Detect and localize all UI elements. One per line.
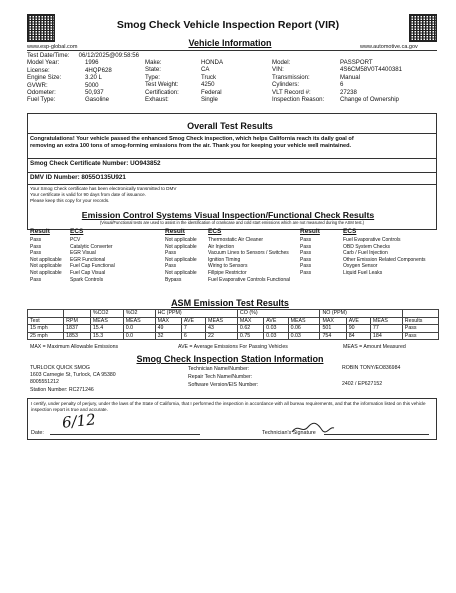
ecs-name: Other Emission Related Components [343,256,426,263]
ecs-name: Ignition Timing [208,256,241,263]
ecs-header-2: ECS [208,228,222,235]
table-cell: 49 [155,325,181,333]
table-cell: AVE [346,317,370,325]
ecs-name: Thermostatic Air Cleaner [208,237,264,243]
table-cell: 184 [370,332,402,340]
ecs-name: Fillpipe Restrictor [208,269,247,276]
ecs-col-2-results [165,237,197,283]
field-value: CA [201,66,210,74]
note-line: Your Smog Check certificate has been electronically transmitted to DMV [30,186,177,191]
legend-meas: MEAS = Amount Measured [343,344,406,350]
dmv-notes [30,186,176,203]
table-cell: MAX [155,317,181,325]
table-cell: 1853 [64,332,91,340]
table-cell: 90 [346,325,370,333]
date-label: Date: [31,430,44,436]
table-cell: 0.03 [264,325,288,333]
field-value: Manual [340,73,360,81]
ecs-name: Fuel Cap Visual [70,269,106,276]
dmv-id-number: DMV ID Number: 8055O135U921 [30,174,126,181]
overall-heading: Overall Test Results [187,121,273,131]
emission-heading: Emission Control Systems Visual Inspection/Functional Check Results [81,210,375,220]
report-title: Smog Check Vehicle Inspection Report (VIR) [116,19,340,31]
vehicle-field [27,74,139,81]
table-cell: 0.75 [237,332,263,340]
table-cell: 0.06 [288,325,320,333]
left-url: www.esp-global.com [27,44,78,50]
ecs-col-3-names [343,237,426,277]
ecs-name: Carb / Fuel Injection [343,250,388,257]
field-label: Make: [145,59,162,66]
table-cell: 1837 [64,325,91,333]
ecs-name: Fuel Evaporative Controls Functional [208,276,290,283]
right-url: www.automotive.ca.gov [360,44,418,50]
field-label: Transmission: [272,73,310,81]
table-cell: 77 [370,325,402,333]
station-number: Station Number: RC271246 [30,386,94,393]
field-label: Cylinders: [272,81,300,89]
technician-labels [188,365,258,389]
vehicle-col-3 [272,59,442,103]
field-value: Single [201,96,218,104]
ecs-name: Liquid Fuel Leaks [343,269,383,276]
qr-code-left-icon [27,14,55,42]
asm-table-wrap [27,309,439,340]
table-cell: 0.0 [123,325,155,333]
field-label: Model: [272,59,291,66]
vehicle-field [272,59,442,66]
software-value: 2402 / EP627152 [342,381,383,387]
asm-group-cell: NO (PPM) [320,310,402,318]
ecs-name: Spark Controls [70,276,104,283]
asm-group-cell: CO (%) [237,310,320,318]
vehicle-field [27,52,139,59]
table-cell: Pass [402,325,438,333]
ecs-name: Oxygen Sensor [343,263,378,270]
field-value: 5000 [85,81,99,89]
field-value: 4HQP628 [85,66,112,74]
qr-code-right-icon [409,14,437,42]
asm-group-cell: %O2 [123,310,155,318]
ecs-result: Pass [300,263,312,270]
field-label: Test Weight: [145,81,179,89]
table-row [28,332,439,340]
table-cell: 15.4 [90,325,123,333]
field-value: 06/12/2025@09:58:56 [78,52,139,59]
tech-name-label: Technician Name/Number: [188,366,250,372]
vehicle-field [145,59,257,66]
table-cell: MEAS [370,317,402,325]
tech-name-value: ROBIN TONY/EO836984 [342,365,401,371]
vehicle-field [27,96,139,103]
table-cell: MEAS [123,317,155,325]
vehicle-field [272,96,442,103]
congrats-message: Congratulations! Your vehicle passed the enhanced Smog Check inspection, which helps California reach its daily goal of removing an extra 100 tons of smog-forming emissions from the air. Thank you for keeping your vehicle well maintained. [30,136,354,149]
field-label: Engine Size: [27,74,62,82]
vehicle-field [272,74,442,81]
field-value: 1996 [85,59,99,67]
ecs-name: Air Injection [208,243,235,250]
field-value: 3.20 L [85,74,102,82]
field-value: Change of Ownership [340,96,399,104]
ecs-result: Pass [300,237,312,243]
ecs-name: Fuel Cap Functional [70,263,115,270]
vehicle-field [145,96,257,103]
ecs-col-1-results [30,237,62,283]
table-row [28,325,439,333]
asm-group-cell [28,310,64,318]
asm-group-row [28,310,439,318]
ecs-name: Vacuum Lines to Sensors / Switches [208,250,289,257]
ecs-result: Pass [30,250,42,257]
vehicle-field [145,89,257,96]
vehicle-field [27,82,139,89]
vehicle-field [27,67,139,74]
ecs-name: PCV [70,237,81,243]
ecs-result: Pass [300,243,312,250]
ecs-name: EGR Functional [70,256,106,263]
field-label: Odometer: [27,89,56,97]
legend-max: MAX = Maximum Allowable Emissions [30,344,119,350]
table-cell: 7 [181,325,205,333]
vehicle-field [145,81,257,88]
ecs-result: Pass [300,256,312,263]
ecs-header-1: ECS [70,228,84,235]
table-cell: MAX [320,317,346,325]
result-header-2: Result [165,228,185,235]
table-cell: 15 mph [28,325,64,333]
legend-ave: AVE = Average Emissions For Passing Vehicles [178,344,288,350]
field-label: License: [27,66,50,74]
note-line: Please keep this copy for your records. [30,197,110,203]
table-cell: AVE [181,317,205,325]
vehicle-info-heading: Vehicle Information [188,38,272,48]
table-cell: 0.62 [237,325,263,333]
asm-group-cell: %CO2 [90,310,123,318]
table-cell: 84 [346,332,370,340]
vehicle-field [272,89,442,96]
vehicle-field [27,89,139,96]
ecs-result: Not applicable [30,269,62,276]
signature-label: Technician's Signature [262,430,316,436]
note-line: Your certificate is valid for 90 days from date of issuance. [30,191,147,197]
ecs-result: Not applicable [165,243,197,250]
software-label: Software Version/EIS Number: [188,382,259,388]
table-cell: 43 [206,325,238,333]
asm-subheader-row [28,317,439,325]
table-cell: 0.03 [264,332,288,340]
asm-group-cell: HC (PPM) [155,310,237,318]
vehicle-field [145,66,257,73]
repair-tech-label: Repair Tech Name/Number: [188,374,253,380]
handwritten-date: 6/12 [61,410,97,432]
ecs-result: Pass [165,263,177,270]
field-value: Gasoline [85,96,110,104]
ecs-name: Catalytic Converter [70,243,113,250]
table-cell: 25 mph [28,332,64,340]
vehicle-field [272,81,442,88]
ecs-result: Not applicable [165,269,197,276]
table-cell: 501 [320,325,346,333]
station-phone: 8005551212 [30,379,59,386]
ecs-col-2-names [208,237,290,283]
table-cell: 6 [181,332,205,340]
ecs-result: Pass [30,237,42,243]
ecs-name: Fuel Evaporative Controls [343,237,401,243]
table-cell: RPM [64,317,91,325]
table-cell: MEAS [90,317,123,325]
vehicle-field [27,59,139,66]
certification-text: I certify, under penalty of perjury, under the laws of the State of California, that I performed the inspection in accordance with all bureau requirements, and that the information listed on this vehicle inspection report is true and accurate. [31,401,426,412]
table-cell: MAX [237,317,263,325]
table-cell: 0.0 [123,332,155,340]
ecs-result: Pass [30,243,42,250]
field-value: Federal [201,88,222,96]
field-value: 4250 [201,81,215,89]
table-cell: MEAS [288,317,320,325]
ecs-result: Not applicable [165,256,197,263]
vehicle-col-1 [27,52,139,104]
vehicle-col-2 [145,59,257,103]
field-value: HONDA [201,59,224,66]
field-value: 50,937 [85,89,104,97]
table-cell: AVE [264,317,288,325]
station-name: TURLOCK QUICK SMOG [30,365,90,371]
field-label: Fuel Type: [27,96,56,104]
table-cell: 22 [206,332,238,340]
ecs-name: Wiring to Sensors [208,263,248,270]
field-label: Test Date/Time: [27,52,70,59]
ecs-name: EGR Visual [70,250,96,257]
station-street: 1603 Carnegie St, Turlock, CA 95380 [30,372,116,379]
ecs-result: Not applicable [30,256,62,263]
ecs-result: Pass [300,250,312,257]
asm-group-cell [402,310,438,318]
asm-heading: ASM Emission Test Results [171,298,289,308]
vehicle-field [272,66,442,73]
station-address [30,365,116,394]
table-cell: 754 [320,332,346,340]
result-header-1: Result [30,228,50,235]
result-header-3: Result [300,228,320,235]
ecs-header-3: ECS [343,228,357,235]
table-cell: Test [28,317,64,325]
vehicle-field [145,74,257,81]
field-label: State: [145,66,161,74]
ecs-result: Pass [30,276,42,283]
emission-subtitle: (Visual/Functional tests are used to assist in the identification of crankcase and cold start emissions which are not measured during the ASM test.) [99,220,365,225]
table-cell: 15.3 [90,332,123,340]
field-value: 4S6CM58V0T4400381 [340,66,402,74]
field-value: 27238 [340,88,357,96]
field-label: VLT Record #: [272,88,311,96]
field-label: Model Year: [27,59,60,67]
field-value: 6 [340,81,344,89]
ecs-result: Not applicable [165,237,197,243]
field-label: Inspection Reason: [272,96,325,104]
field-label: VIN: [272,66,284,74]
certificate-number: Smog Check Certificate Number: UO943852 [30,160,161,167]
field-label: Exhaust: [145,96,169,104]
asm-group-cell [64,310,91,318]
asm-table [27,309,439,340]
ecs-col-3-results [300,237,311,277]
field-value: Truck [201,73,217,81]
table-cell: MEAS [206,317,238,325]
ecs-name: OBD System Checks [343,243,390,250]
field-value: PASSPORT [340,59,373,66]
ecs-result: Not applicable [30,263,62,270]
table-cell: 0.03 [288,332,320,340]
station-heading: Smog Check Inspection Station Information [136,354,324,364]
field-label: Type: [145,73,160,81]
table-cell: Results [402,317,438,325]
field-label: Certification: [145,88,179,96]
table-cell: Pass [402,332,438,340]
ecs-result: Bypass [165,276,182,283]
ecs-result: Pass [300,269,312,276]
field-label: GVWR: [27,81,48,89]
ecs-col-1-names [70,237,115,283]
table-cell: 32 [155,332,181,340]
ecs-result: Pass [165,250,177,257]
signature-scribble-icon [290,421,336,435]
